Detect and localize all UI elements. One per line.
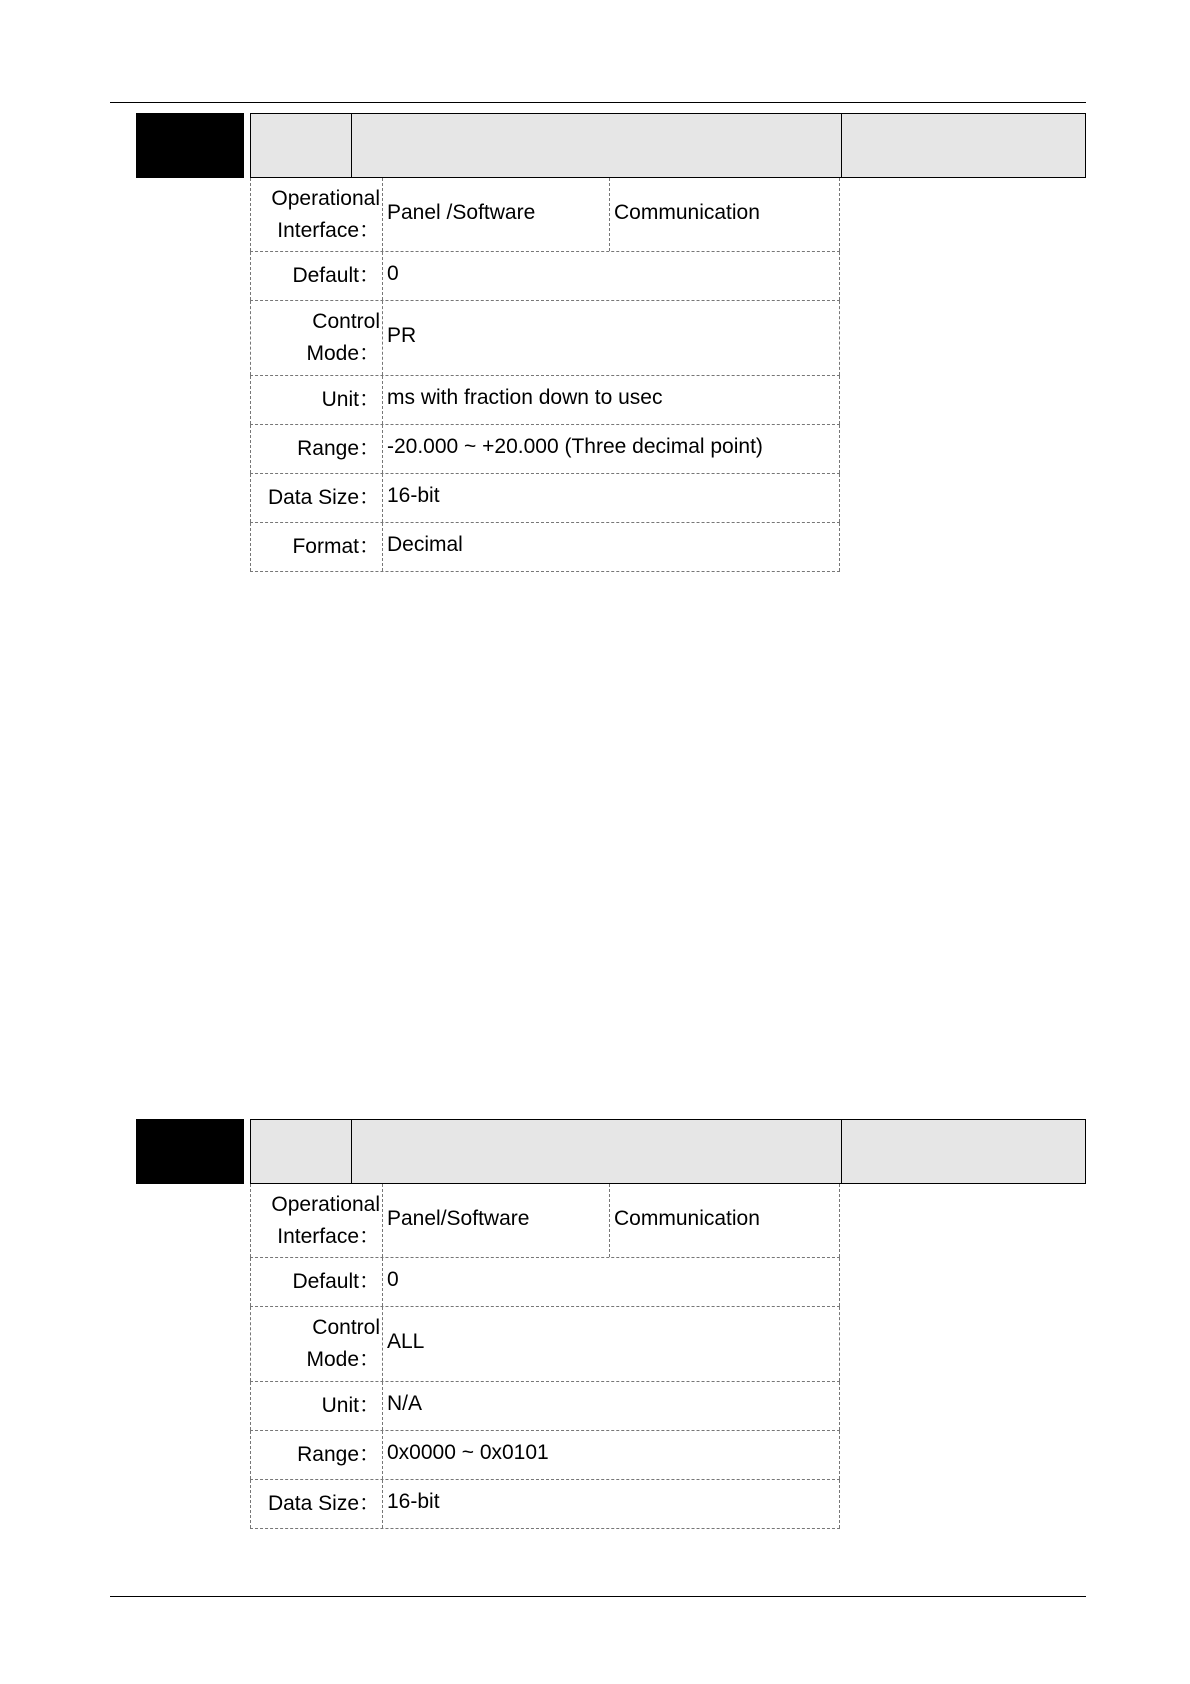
- value-range: 0x0000 ~ 0x0101: [383, 1431, 840, 1479]
- label-operational-interface: Operational Interface：: [250, 1184, 383, 1257]
- value-unit: N/A: [383, 1382, 840, 1430]
- value-unit: ms with fraction down to usec: [383, 376, 840, 424]
- footer-rule: [110, 1596, 1086, 1597]
- row-unit: [250, 376, 840, 425]
- label-default: Default：: [250, 1258, 383, 1306]
- parameter-table: [250, 178, 840, 572]
- value-default: 0: [383, 1258, 840, 1306]
- row-data-size: [250, 1480, 840, 1529]
- header-cell-address: [251, 1120, 352, 1183]
- label-unit: Unit：: [250, 1382, 383, 1430]
- value-communication: Communication: [614, 1206, 760, 1230]
- header-cell-name: [351, 114, 842, 177]
- label-default: Default：: [250, 252, 383, 300]
- parameter-table: [250, 1184, 840, 1529]
- label-unit: Unit：: [250, 376, 383, 424]
- row-format: [250, 523, 840, 572]
- value-data-size: 16-bit: [383, 474, 840, 522]
- row-operational-interface: [250, 1184, 840, 1258]
- label-operational-interface: Operational Interface：: [250, 178, 383, 251]
- label-data-size: Data Size：: [250, 1480, 383, 1528]
- value-control-mode: ALL: [383, 1307, 840, 1381]
- parameter-header: [250, 1119, 1086, 1184]
- row-data-size: [250, 474, 840, 523]
- header-rule: [110, 102, 1086, 103]
- label-data-size: Data Size：: [250, 474, 383, 522]
- parameter-header: [250, 113, 1086, 178]
- row-range: [250, 1431, 840, 1480]
- header-cell-address: [251, 114, 352, 177]
- value-default: 0: [383, 252, 840, 300]
- value-control-mode: PR: [383, 301, 840, 375]
- value-data-size: 16-bit: [383, 1480, 840, 1528]
- value-range: -20.000 ~ +20.000 (Three decimal point): [383, 425, 840, 473]
- label-control-mode: Control Mode：: [250, 301, 383, 375]
- value-panel-software: Panel /Software: [383, 178, 610, 251]
- row-unit: [250, 1382, 840, 1431]
- row-control-mode: [250, 1307, 840, 1382]
- row-control-mode: [250, 301, 840, 376]
- parameter-code-box: [136, 113, 244, 178]
- row-default: [250, 1258, 840, 1307]
- label-control-mode: Control Mode：: [250, 1307, 383, 1381]
- row-operational-interface: [250, 178, 840, 252]
- value-panel-software: Panel/Software: [383, 1184, 610, 1257]
- header-cell-name: [351, 1120, 842, 1183]
- parameter-code-box: [136, 1119, 244, 1184]
- row-range: [250, 425, 840, 474]
- label-format: Format：: [250, 523, 383, 571]
- value-format: Decimal: [383, 523, 840, 571]
- label-range: Range：: [250, 425, 383, 473]
- label-range: Range：: [250, 1431, 383, 1479]
- value-communication: Communication: [614, 200, 760, 224]
- row-default: [250, 252, 840, 301]
